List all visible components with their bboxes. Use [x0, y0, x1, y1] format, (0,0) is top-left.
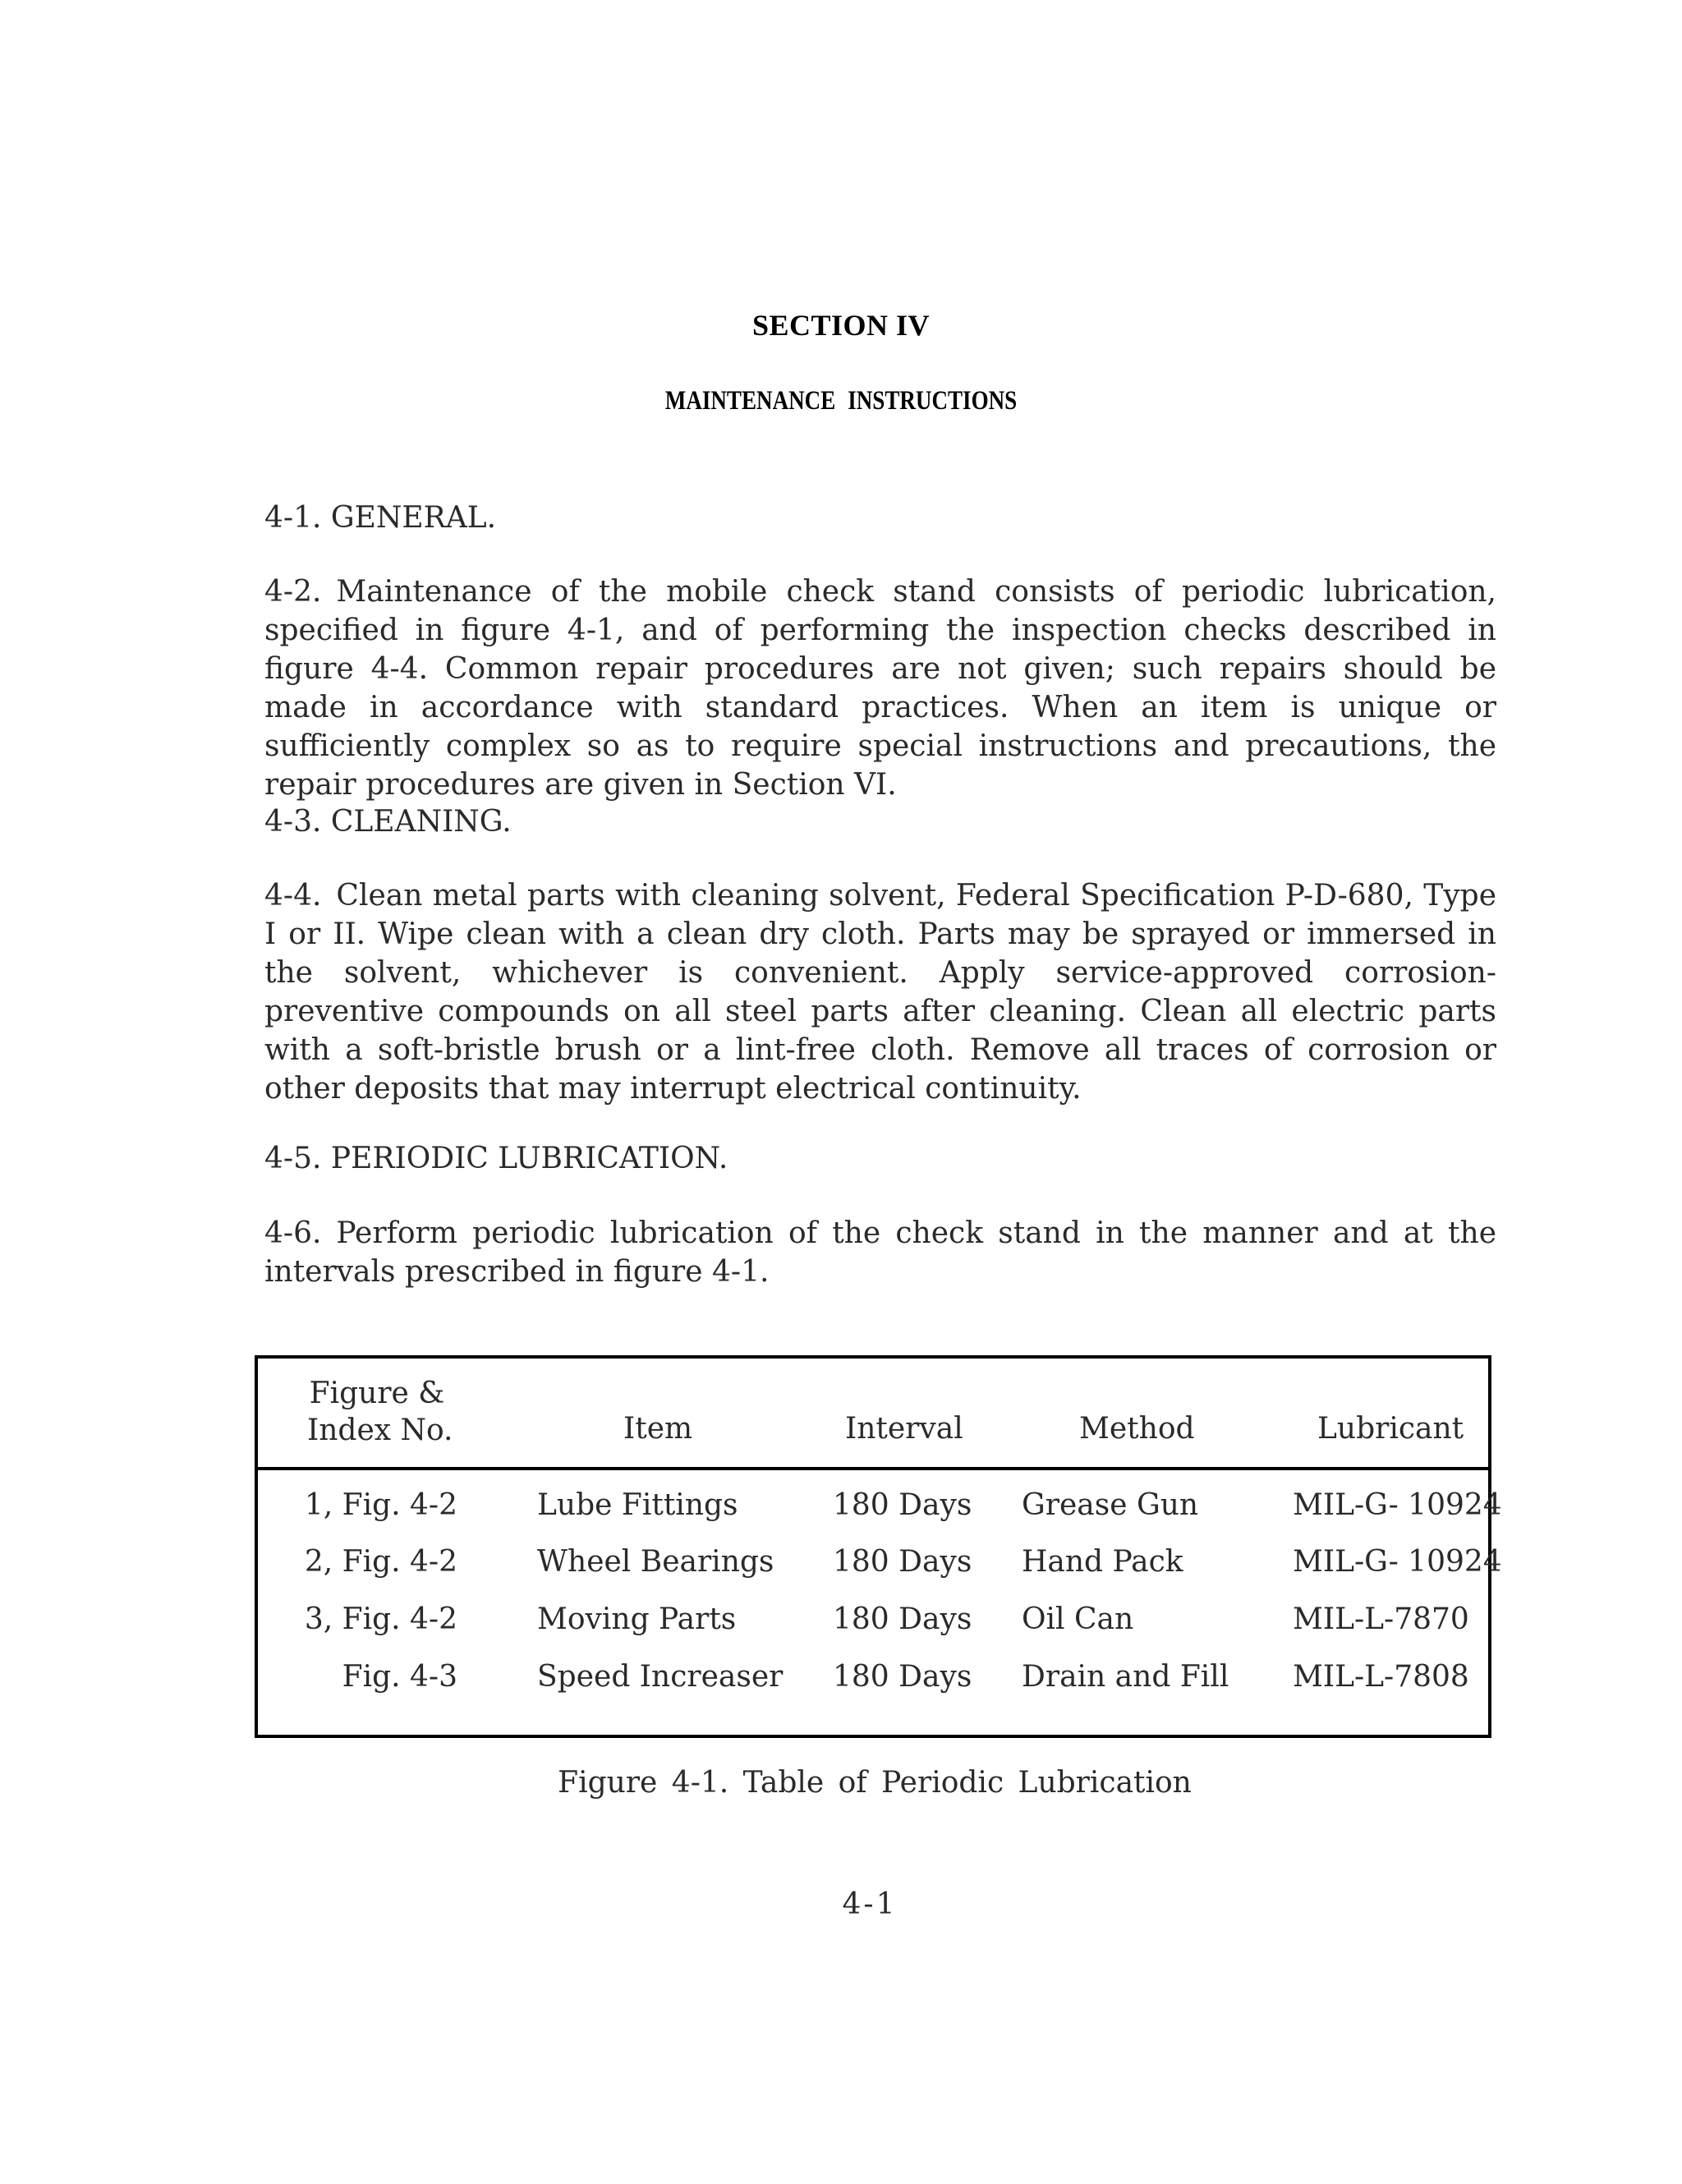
table-cell-item: Lube Fittings — [537, 1488, 738, 1522]
paragraph-number: 4-6. — [264, 1216, 322, 1250]
table-cell-interval: 180 Days — [833, 1660, 972, 1694]
heading-periodic-lubrication: 4-5. PERIODIC LUBRICATION. — [264, 1142, 728, 1175]
table-row — [258, 1488, 1502, 1538]
table-cell-lubricant: MIL-G- 10924 — [1293, 1545, 1502, 1579]
table-cell-figure: Fig. 4-3 — [342, 1660, 457, 1694]
table-row — [258, 1545, 1502, 1594]
table-row — [258, 1660, 1488, 1709]
table-cell-item: Speed Increaser — [537, 1660, 784, 1694]
table-cell-method: Hand Pack — [1022, 1545, 1183, 1579]
table-cell-lubricant: MIL-G- 10924 — [1293, 1488, 1502, 1522]
paragraph-text: Perform periodic lubrication of the check stand in the manner and at the intervals prescribed in figure 4-1. — [264, 1216, 1496, 1289]
table-header-item: Item — [623, 1412, 693, 1446]
paragraph-number: 4-4. — [264, 879, 322, 913]
table-header-figure-line1: Figure & — [309, 1377, 445, 1410]
table-cell-figure: 2, Fig. 4-2 — [304, 1545, 457, 1579]
table-cell-interval: 180 Days — [833, 1602, 972, 1636]
page-number: 4-1 — [842, 1887, 898, 1921]
table-cell-item: Moving Parts — [537, 1602, 737, 1636]
table-cell-item: Wheel Bearings — [537, 1545, 774, 1579]
table-cell-lubricant: MIL-L-7808 — [1293, 1660, 1469, 1694]
paragraph-number: 4-2. — [264, 575, 322, 609]
paragraph-text: Maintenance of the mobile check stand consists of periodic lubrication, specified in figure 4-1, and of performing the inspection checks described in figure 4-4. Common repair procedures are not given; such repairs should be made in accordance with standard practices. When an item is unique or sufficiently complex so as to require special instructions and precautions, the repair procedures are given in Section VI. — [264, 575, 1496, 802]
table-cell-figure: 3, Fig. 4-2 — [304, 1602, 457, 1636]
lubrication-table — [255, 1355, 1502, 1738]
table-header-lubricant: Lubricant — [1317, 1412, 1464, 1446]
heading-cleaning: 4-3. CLEANING. — [264, 805, 512, 839]
table-header-method: Method — [1079, 1412, 1195, 1446]
table-cell-method: Oil Can — [1022, 1602, 1134, 1636]
table-cell-interval: 180 Days — [833, 1545, 972, 1579]
section-title: SECTION IV — [751, 309, 931, 342]
table-cell-method: Drain and Fill — [1022, 1660, 1229, 1694]
table-cell-lubricant: MIL-L-7870 — [1293, 1602, 1469, 1636]
table-row — [258, 1602, 1488, 1652]
heading-general: 4-1. GENERAL. — [264, 501, 497, 535]
table-header-figure — [307, 1375, 453, 1449]
table-cell-interval: 180 Days — [833, 1488, 972, 1522]
table-header-figure-line2: Index No. — [307, 1414, 453, 1447]
table-cell-figure: 1, Fig. 4-2 — [304, 1488, 457, 1522]
section-subtitle: MAINTENANCE INSTRUCTIONS — [664, 386, 1018, 416]
paragraph-4-4 — [264, 876, 1496, 1108]
table-header-interval: Interval — [845, 1412, 963, 1446]
paragraph-4-6 — [264, 1214, 1496, 1291]
table-cell-method: Grease Gun — [1022, 1488, 1199, 1522]
paragraph-4-2 — [264, 572, 1496, 804]
figure-caption: Figure 4-1. Table of Periodic Lubrication — [558, 1766, 1192, 1800]
paragraph-text: Clean metal parts with cleaning solvent, Federal Specification P-D-680, Type I or II. Wipe clean with a clean dry cloth. Parts may be sprayed or immersed in the solvent, whichever is convenient. Apply service-approved corrosion-preventive compounds on all steel parts after cleaning. Clean all electric parts with a soft-bristle brush or a lint-free cloth. Remove all traces of corrosion or other deposits that may interrupt electrical continuity. — [264, 879, 1496, 1106]
table-header-rule — [258, 1467, 1488, 1470]
